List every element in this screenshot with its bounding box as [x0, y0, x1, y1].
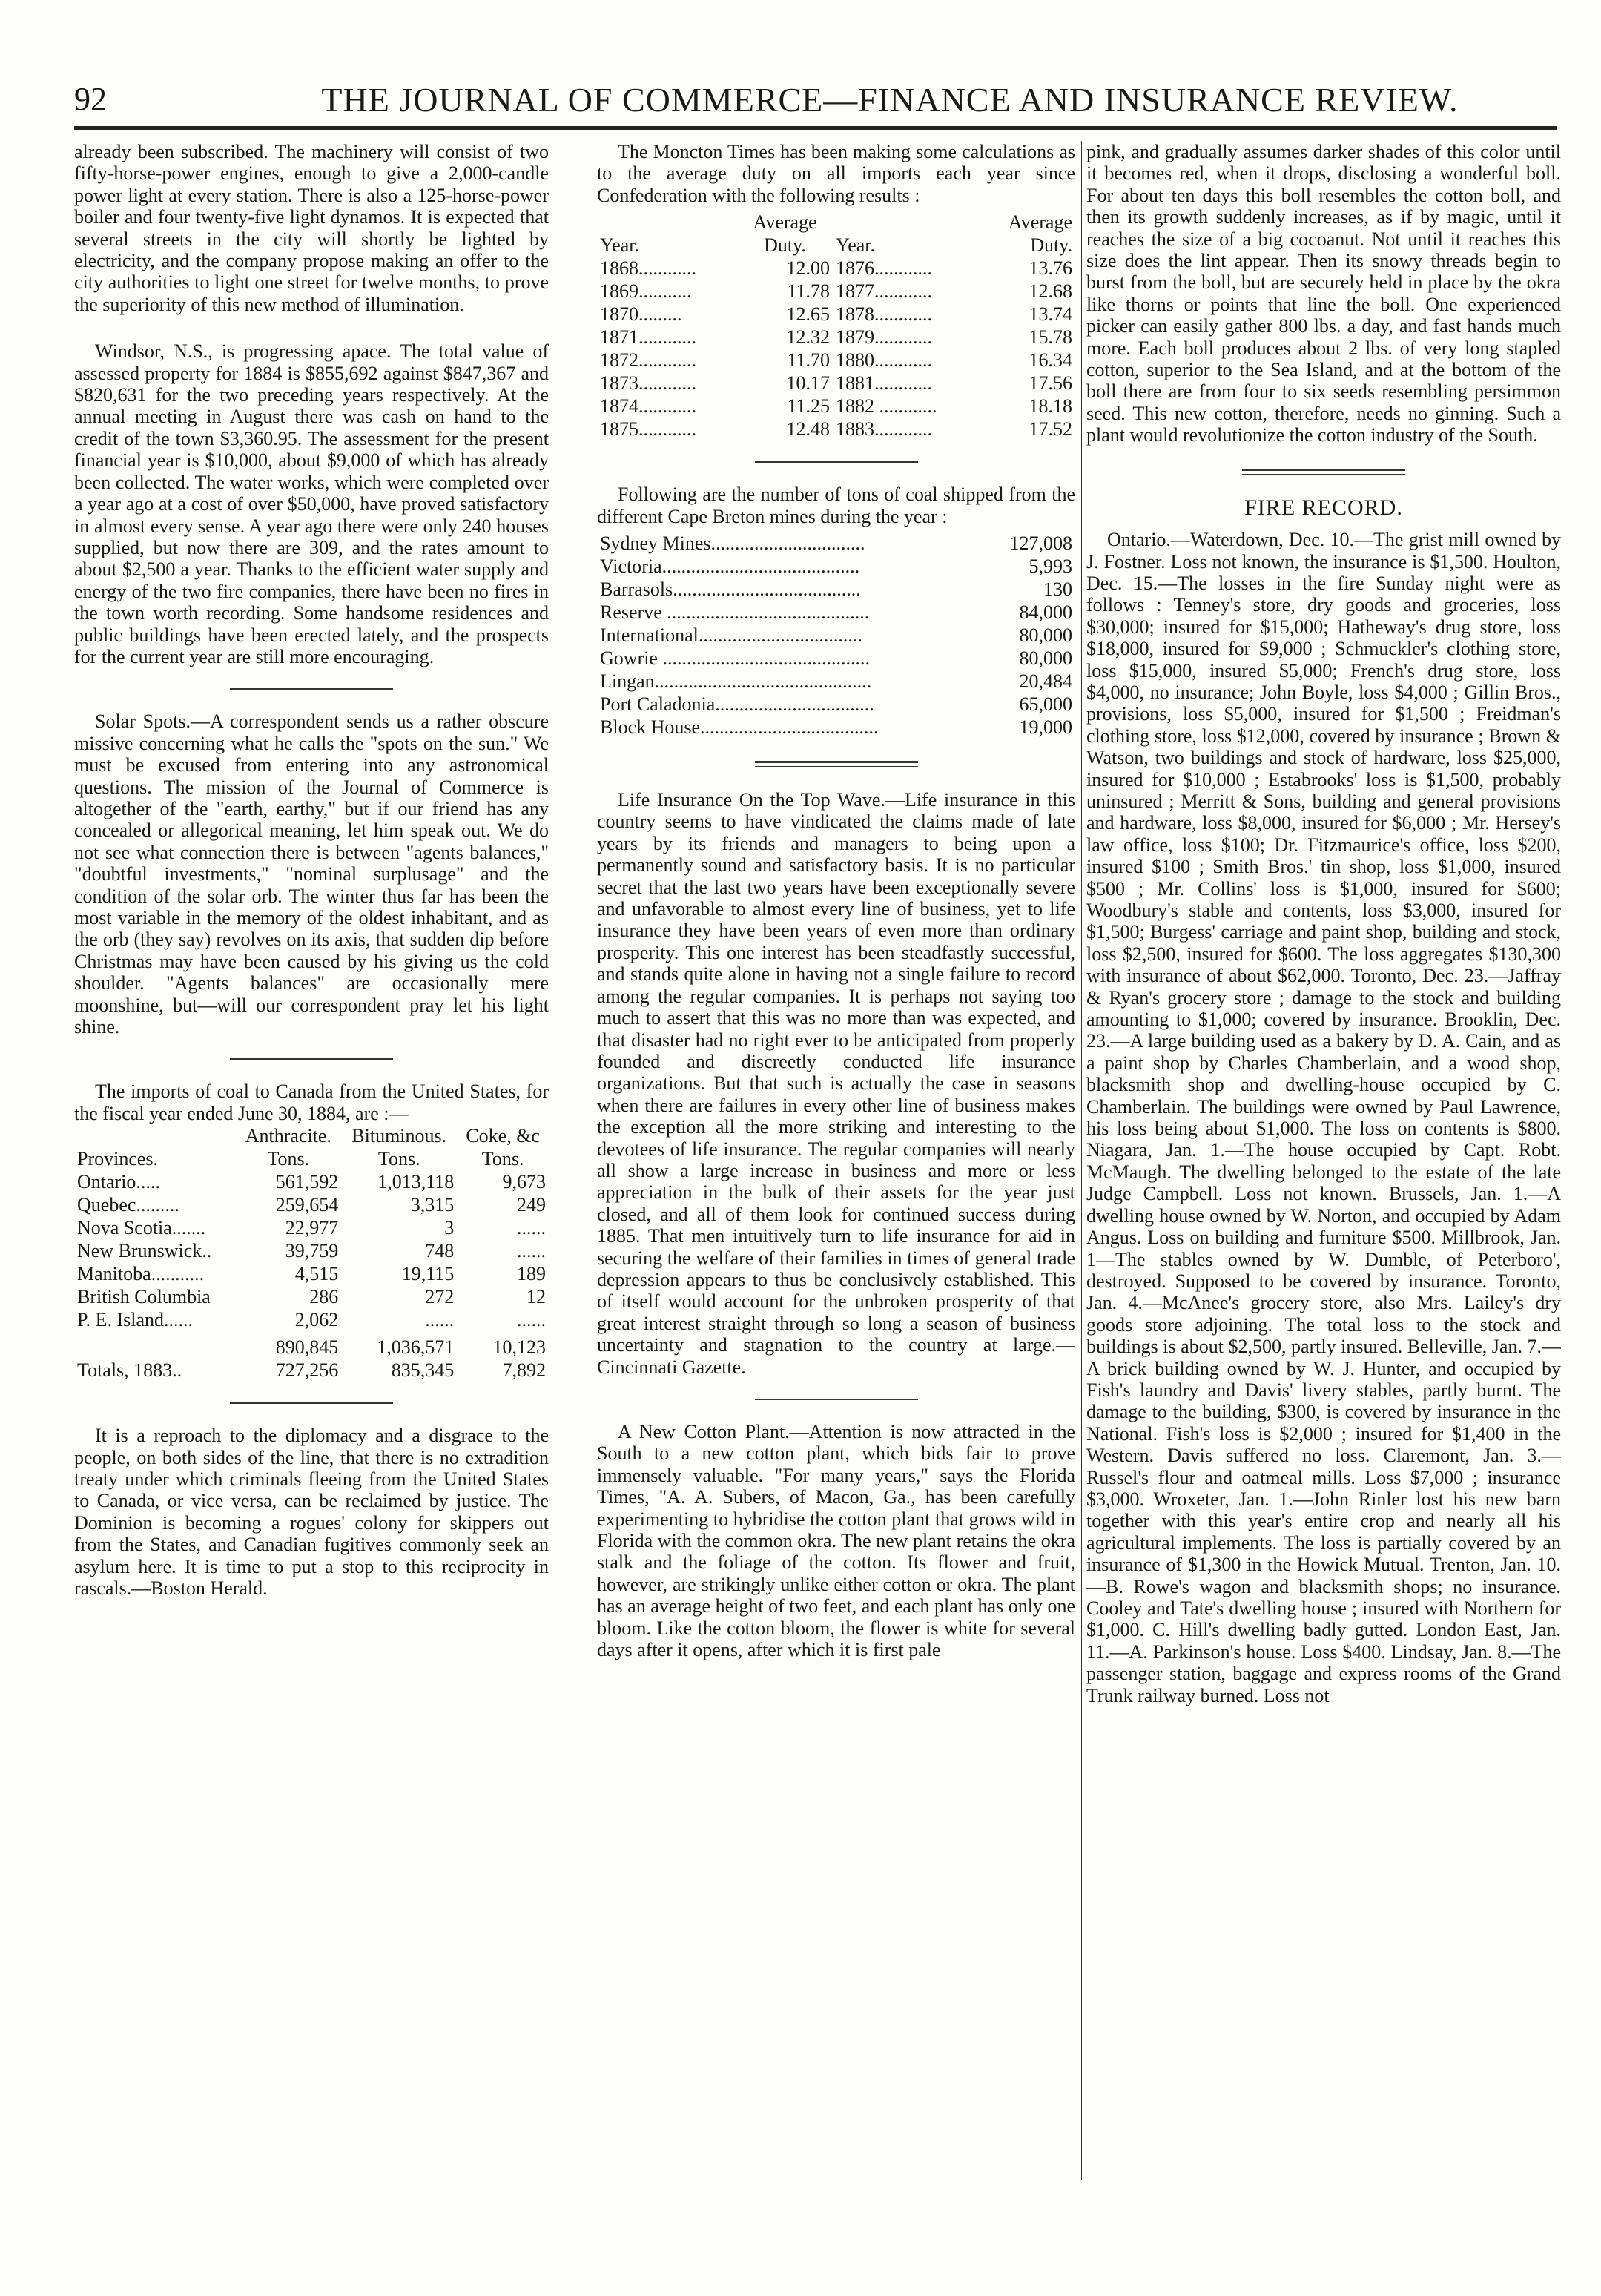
table-cell: 13.74	[1029, 303, 1072, 326]
section-rule	[1242, 469, 1405, 475]
table-cell: 12.65	[786, 303, 831, 326]
table-cell: Sydney Mines................................	[600, 532, 865, 555]
table-cell: 127,008	[1009, 532, 1072, 555]
table-cell: 748	[425, 1240, 455, 1262]
table-cell: 1875............	[600, 418, 696, 441]
table-cell: 39,759	[285, 1240, 339, 1262]
table-cell: 1876............	[836, 257, 933, 280]
table-header-cell: Bituminous.	[351, 1125, 447, 1147]
table-cell: 10.17	[786, 372, 831, 395]
table-cell: 11.70	[787, 349, 831, 372]
table-cell: 12	[526, 1286, 546, 1308]
table-cell: 1878............	[836, 303, 933, 326]
cape-breton-mines-table	[597, 532, 1075, 739]
table-cell: 727,256	[275, 1359, 339, 1382]
table-cell: 12.32	[786, 326, 831, 349]
column-2	[597, 141, 1075, 2217]
table-cell: Totals, 1883..	[77, 1359, 182, 1382]
table-header-cell: Tons.	[481, 1148, 524, 1170]
article-solar-spots: Solar Spots.—A correspondent sends us a rather obscure missive concerning what he calls the "spots on the sun." We must be excused from entering into any astronomical questions. The mission of the Journal of Commerce is altogether of the "earth, earthy," but if our friend has any concealed or allegorical meaning, let him speak out. We do not see what connection there is between "agents balances," "doubtful investments," "nominal surplusage" and the condition of the solar orb. The winter thus far has been the most variable in the memory of the oldest inhabitant, and as the orb (they say) revolves on its axis, that sudden dip before Christmas may have been caused by his giving us the cold shoulder. "Agents balances" are occasionally mere moonshine, but—will our correspondent pray let his light shine.	[74, 710, 549, 1038]
section-rule	[755, 461, 918, 463]
table-cell: ......	[517, 1240, 546, 1262]
table-header-cell: Year.	[600, 234, 639, 257]
table-row	[74, 1170, 549, 1193]
table-cell: Block House.....................................	[600, 716, 879, 739]
table-row	[597, 326, 1075, 349]
table-cell: 1873............	[600, 372, 696, 395]
table-cell: International..................................	[600, 624, 862, 647]
section-rule	[230, 1402, 393, 1404]
table-cell: 4,515	[294, 1263, 339, 1285]
table-row	[597, 647, 1075, 670]
table-cell: ......	[517, 1309, 546, 1331]
table-cell: New Brunswick..	[77, 1240, 212, 1262]
table-row	[74, 1216, 549, 1239]
table-cell: 1880............	[836, 349, 933, 372]
header-rule	[74, 126, 1557, 130]
table-header-cell	[833, 211, 980, 234]
table-header-cell: Provinces.	[77, 1148, 159, 1170]
table-header-cell	[597, 211, 737, 234]
table-cell: ......	[517, 1217, 546, 1239]
table-cell: 18.18	[1029, 395, 1072, 418]
table-cell: P. E. Island......	[77, 1309, 193, 1331]
table-row	[74, 1193, 549, 1216]
article-extradition: It is a reproach to the diplomacy and a disgrace to the people, on both sides of the line, that there is no extradition treaty under which criminals fleeing from the United States to Canada, or vice versa, can be reclaimed by justice. The Dominion is becoming a rogues' colony for skippers out from the States, and Canadian fugitives commonly seek an asylum here. It is time to put a stop to this reciprocity in rascals.—Boston Herald.	[74, 1425, 549, 1600]
table-cell: 16.34	[1029, 349, 1072, 372]
table-cell: Lingan.............................................	[600, 670, 872, 693]
table-header-cell: Average	[753, 211, 817, 234]
table-cell: 1871............	[600, 326, 696, 349]
table-header-row	[74, 1124, 549, 1147]
coal-imports-table	[74, 1124, 549, 1382]
fire-record-text: Ontario.—Waterdown, Dec. 10.—The grist mill owned by J. Fostner. Loss not known, the insurance is $1,500. Houlton, Dec. 15.—The losses in the fire Sunday night were as follows : Tenney's store, dry goods and groceries, loss $30,000; insured for $15,000; Hatheway's drug store, loss $18,000, insured for $9,000 ; Schmuckler's clothing store, loss $15,000, insured $5,000; French's drug store, loss $4,000, no insurance; John Boyle, loss $4,000 ; Gillin Bros., provisions, loss $5,000, insured for $1,500 ; Freidman's clothing store, loss $12,000, covered by insurance ; Brown & Watson, two buildings and stock of hardware, loss $25,000, insured for $10,000 ; Estabrooks' loss is $1,500, probably uninsured ; Merritt & Sons, building and general provisions and hardware, loss $8,000, insured for $6,000 ; Mr. Hersey's law office, loss $100; Dr. Fitzmaurice's office, loss $200, insured $100 ; Smith Bros.' tin shop, loss $1,000, insured $500 ; Mr. Collins' loss is $1,000, insured for $600; Woodbury's stable and contents, loss $3,000, insured for $1,500; Burgess' carriage and paint shop, building and stock, loss $2,500, insured for $600. The loss aggregates $130,300 with insurance of about $62,000. Toronto, Dec. 23.—Jaffray & Ryan's grocery store ; damage to the stock and building amounting to $1,000; covered by insurance. Brooklin, Dec. 23.—A large building used as a bakery by D. A. Cain, and as a paint shop by Charles Chamberlain, and a wood shop, blacksmith shop and dwelling-house occupied by C. Chamberlain. The buildings were owned by Paul Lawrence, his loss being about $1,000. The loss on contents is $800. Niagara, Jan. 1.—The house occupied by Capt. Robt. McMaugh. The dwelling belonged to the estate of the late Judge Campbell. Loss not known. Brussels, Jan. 1.—A dwelling house owned by W. Norton, and occupied by Adam Angus. Loss on building and furniture $500. Millbrook, Jan. 1—The stables owned by W. Dumble, of Peterboro', destroyed. Supposed to be covered by insurance. Toronto, Jan. 4.—McAnee's grocery store, also Mrs. Lailey's dry goods store adjoining. The total loss to the stock and buildings is about $2,500, partly insured. Belleville, Jan. 7.—A brick building owned by W. J. Hunter, and occupied by Fish's laundry and Davis' livery stables, partly burnt. The damage to the building, $300, is covered by insurance in the National. Fish's loss is $2,000 ; insured for $1,400 in the Western. Davis suffered no loss. Claremont, Jan. 3.—Russel's flour and oatmeal mills. Loss $7,000 ; insurance $3,000. Wroxeter, Jan. 1.—John Rinler lost his new barn together with this year's entire crop and nearly all his agricultural implements. The loss is partially covered by an insurance of $1,300 in the Howick Mutual. Trenton, Jan. 10.—B. Rowe's wagon and blacksmith shops; no insurance. Cooley and Tate's dwelling house ; insured with Northern for $1,000. C. Hill's dwelling badly gutted. London East, Jan. 11.—A. Parkinson's house. Loss $400. Lindsay, Jan. 8.—The passenger station, baggage and express rooms of the Grand Trunk railway burned. Loss not	[1086, 529, 1561, 1706]
table-cell: 259,654	[275, 1194, 339, 1216]
table-cell: Ontario.....	[77, 1171, 160, 1193]
table-row	[597, 349, 1075, 372]
table-totals-row	[74, 1359, 549, 1382]
page-number: 92	[74, 81, 107, 117]
table-cell: 12.68	[1029, 280, 1072, 303]
table-cell: 1869...........	[600, 280, 692, 303]
section-rule	[230, 1058, 393, 1060]
table-cell: 3	[444, 1217, 455, 1239]
article-life-insurance: Life Insurance On the Top Wave.—Life insurance in this country seems to have vindicated the claims made of late years by its friends and managers to being upon a permanently sound and satisfactory basis. It is no particular secret that the last two years have been exceptionally severe and unfavorable to almost every line of business, yet to life insurance they have been years of even more than ordinary prosperity. This one interest has been steadfastly successful, and stands quite alone in having not a single failure to record among the regular companies. It is perhaps not saying too much to assert that this was no more than was expected, and that disaster had no right ever to be anticipated from properly founded and discreetly conducted life insurance organizations. But that such is actually the case in seasons when there are failures in every other line of business makes the exception all the more striking and interesting to the devotees of life insurance. The regular companies will nearly all show a large increase in business and more or less appreciation in the bulk of their assets for the year just closed, and all of them look for continued success during 1885. That men intuitively turn to life insurance for aid in securing the welfare of their families in times of general trade depression appears to thus be conclusively established. This of itself would account for the unbroken prosperity of that great interest straight through so long a season of business uncertainty and stagnation to the country at large.—Cincinnati Gazette.	[597, 789, 1075, 1378]
table-cell: Port Caladonia.................................	[600, 693, 874, 716]
table-header-cell: Duty.	[764, 234, 806, 257]
table-cell: 2,062	[294, 1309, 339, 1331]
table-row	[74, 1262, 549, 1285]
table-row	[597, 555, 1075, 578]
table-cell: 11.25	[787, 395, 831, 418]
table-cell: Victoria.........................................	[600, 555, 860, 578]
table-row	[597, 303, 1075, 326]
table-header-cell	[74, 1124, 235, 1147]
article-cotton-continued: pink, and gradually assumes darker shades of this color until it becomes red, when it drops, disclosing a wonderful boll. For about ten days this boll resembles the cotton boll, and then its growth suddenly increases, as if by magic, until it reaches the size of a big cocoanut. Not until it reaches this size does the lint appear. Then its snowy threads begin to burst from the boll, but are securely held in place by the okra like thorns or points that line the boll. One experienced picker can easily gather 800 lbs. a day, and fast hands much more. Each boll produces about 2 lbs. of very long stapled cotton, superior to the Sea Island, and at the bottom of the boll there are from four to six seeds resembling persimmon seed. This new cotton, therefore, needs no ginning. Such a plant would revolutionize the cotton industry of the South.	[1086, 141, 1561, 446]
table-header-cell: Tons.	[267, 1148, 310, 1170]
table-cell: ......	[425, 1309, 455, 1331]
table-cell: 3,315	[410, 1194, 455, 1216]
table-header-cell: Coke, &c	[466, 1125, 540, 1147]
table-header-cell: Tons.	[377, 1148, 420, 1170]
article-moncton: The Moncton Times has been making some calculations as to the average duty on all imports each year since Confederation with the following results :	[597, 141, 1075, 206]
table-row	[74, 1239, 549, 1262]
table-row	[597, 578, 1075, 601]
page-header	[74, 80, 1557, 125]
average-duty-table	[597, 211, 1075, 441]
table-cell: 1877............	[836, 280, 933, 303]
table-cell: 1879............	[836, 326, 933, 349]
table-cell: Nova Scotia.......	[77, 1217, 206, 1239]
table-header-cell: Year.	[836, 234, 876, 257]
table-cell: Quebec.........	[77, 1194, 179, 1216]
table-row	[74, 1308, 549, 1331]
table-cell: 65,000	[1019, 693, 1072, 716]
table-row	[597, 601, 1075, 624]
table-header-cell: Average	[1008, 211, 1072, 234]
table-row	[74, 1285, 549, 1308]
table-row	[597, 693, 1075, 716]
table-row	[597, 670, 1075, 693]
table-header-row	[597, 211, 1075, 234]
table-cell: 19,115	[401, 1263, 455, 1285]
table-cell: 1882 ............	[836, 395, 937, 418]
table-cell: 1868............	[600, 257, 696, 280]
table-cell: 19,000	[1019, 716, 1072, 739]
table-cell: 10,123	[492, 1336, 546, 1359]
table-cell: 9,673	[502, 1171, 546, 1193]
table-cell: 1870.........	[600, 303, 682, 326]
article-coal-imports: The imports of coal to Canada from the United States, for the fiscal year ended June 30, 1884, are :—	[74, 1081, 549, 1124]
table-cell: 272	[425, 1286, 455, 1308]
table-cell: 890,845	[275, 1336, 339, 1359]
table-row	[597, 624, 1075, 647]
table-cell: 13.76	[1029, 257, 1072, 280]
table-header-cell: Duty.	[1030, 234, 1072, 257]
table-cell: 12.00	[786, 257, 831, 280]
table-cell: Barrasols.......................................	[600, 578, 861, 601]
table-cell: 15.78	[1029, 326, 1072, 349]
table-cell: 17.56	[1029, 372, 1072, 395]
table-cell: 561,592	[275, 1171, 339, 1193]
table-cell: 1,036,571	[377, 1336, 455, 1359]
table-row	[597, 372, 1075, 395]
table-cell: 835,345	[391, 1359, 455, 1382]
table-cell: 286	[309, 1286, 339, 1308]
journal-title: THE JOURNAL OF COMMERCE—FINANCE AND INSURANCE REVIEW.	[321, 81, 1459, 119]
table-header-row	[74, 1147, 549, 1170]
table-header-cell: Anthracite.	[245, 1125, 331, 1147]
fire-record-heading: FIRE RECORD.	[1244, 495, 1403, 520]
table-cell: 12.48	[786, 418, 831, 441]
table-row	[597, 716, 1075, 739]
table-cell: 1872............	[600, 349, 696, 372]
column-3	[1086, 141, 1561, 2217]
table-sum-row	[74, 1331, 549, 1359]
table-cell: 130	[1043, 578, 1072, 601]
table-cell: 1883............	[836, 418, 933, 441]
column-divider	[1081, 141, 1082, 2180]
table-cell: 1,013,118	[377, 1171, 455, 1193]
section-rule	[755, 1399, 918, 1400]
table-cell: 17.52	[1029, 418, 1072, 441]
table-row	[597, 257, 1075, 280]
table-row	[597, 395, 1075, 418]
table-cell: 84,000	[1019, 601, 1072, 624]
table-row	[597, 280, 1075, 303]
table-cell: 7,892	[502, 1359, 546, 1382]
table-cell: 80,000	[1019, 647, 1072, 670]
section-rule	[755, 761, 918, 767]
article-machinery: already been subscribed. The machinery will consist of two fifty-horse-power engines, enough to give a 2,000-candle power light at every station. There is also a 125-horse-power boiler and four twenty-five light dynamos. It is expected that several streets in the city will shortly be lighted by electricity, and the company propose making an offer to the city authorities to light one street for twelve months, to prove the superiority of this new method of illumination.	[74, 141, 549, 315]
table-cell: 11.78	[787, 280, 831, 303]
table-cell: British Columbia	[77, 1286, 211, 1308]
table-cell: 5,993	[1029, 555, 1072, 578]
article-windsor: Windsor, N.S., is progressing apace. The total value of assessed property for 1884 is $855,692 against $847,367 and $820,631 for the two preceding years respectively. At the annual meeting in August there was cash on hand to the credit of the town $3,360.95. The assessment for the present financial year is $10,000, about $9,000 of which has already been collected. The water works, which were completed over a year ago at a cost of over $50,000, have proved satisfactory in almost every sense. A year ago there were only 240 houses supplied, but now there are 309, and the rates amount to about $2,500 a year. Thanks to the efficient water supply and energy of the two fire companies, there have been no fires in the town worth recording. Some handsome residences and public buildings have been erected lately, and the prospects for the current year are still more encouraging.	[74, 340, 549, 667]
table-cell: 80,000	[1019, 624, 1072, 647]
table-row	[597, 418, 1075, 441]
table-row	[597, 532, 1075, 555]
section-rule	[230, 688, 393, 690]
article-cape-breton: Following are the number of tons of coal shipped from the different Cape Breton mines during the year :	[597, 484, 1075, 527]
table-cell: 1881............	[836, 372, 933, 395]
table-cell	[74, 1331, 235, 1359]
table-cell: Manitoba...........	[77, 1263, 205, 1285]
table-cell: 22,977	[285, 1217, 339, 1239]
article-cotton-plant: A New Cotton Plant.—Attention is now attracted in the South to a new cotton plant, which bids fair to prove immensely valuable. "For many years," says the Florida Times, "A. A. Subers, of Macon, Ga., has been carefully experimenting to hybridise the cotton plant that grows wild in Florida with the common okra. The new plant retains the okra stalk and the foliage of the cotton. Its flower and fruit, however, are strikingly unlike either cotton or okra. The plant has an average height of two feet, and each plant has only one bloom. Like the cotton bloom, the flower is white for several days after it opens, after which it is first pale	[597, 1421, 1075, 1661]
table-cell: Reserve ..........................................	[600, 601, 870, 624]
table-cell: Gowrie ...........................................	[600, 647, 870, 670]
table-header-row	[597, 234, 1075, 257]
column-1	[74, 141, 549, 2217]
table-cell: 189	[517, 1263, 546, 1285]
table-cell: 249	[517, 1194, 546, 1216]
table-cell: 1874............	[600, 395, 696, 418]
table-cell: 20,484	[1019, 670, 1072, 693]
